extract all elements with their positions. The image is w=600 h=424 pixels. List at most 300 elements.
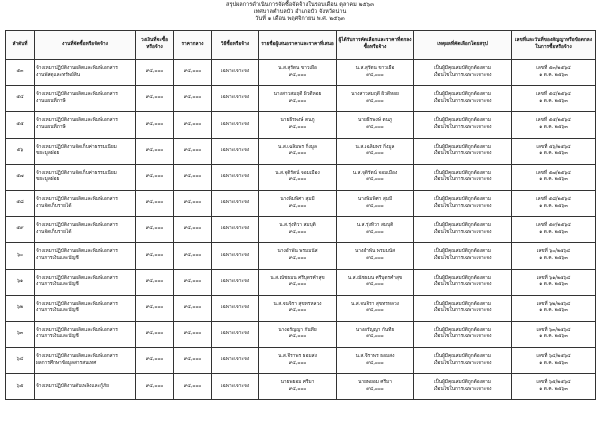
winner-cell-text: น.ส.ณัชธมน ศรีบุตรคำสุข bbox=[347, 275, 403, 281]
method-cell bbox=[212, 138, 259, 164]
item-description-text: งานพัสดุและทรัพย์สิน bbox=[36, 72, 81, 78]
item-description-text: จ้างเหมาปฏิบัติงานผลิตและพิมพ์เอกสาร bbox=[36, 118, 118, 124]
contract-cell-text: เลขที่ ๕๗/๒๕๖๔ bbox=[536, 170, 571, 176]
reason-cell bbox=[414, 321, 512, 347]
median-price-cell bbox=[174, 321, 212, 347]
reason-cell bbox=[414, 60, 512, 86]
item-description bbox=[35, 217, 136, 243]
item-description-text: จ้างเหมาปฏิบัติงานผลิตและพิมพ์เอกสาร bbox=[36, 327, 118, 333]
winner-cell-text: ๙๔,๐๐๐ bbox=[366, 177, 384, 183]
contract-cell-text: ๑ ต.ค. ๒๕๖๓ bbox=[539, 386, 568, 392]
reason-cell-text: เงื่อนไขในการเฉพาะเจาะจง bbox=[433, 98, 492, 104]
bidder-cell-text: น.ส.จุติรัตน์ จอมเมือง bbox=[275, 170, 320, 176]
row-number-text: ๕๙ bbox=[16, 226, 24, 232]
budget-cell-text: ๙๔,๐๐๐ bbox=[145, 278, 164, 284]
bidder-cell-text: นางสาวสมฤดี ผิวดีหอย bbox=[273, 92, 322, 98]
header-item: งานที่จัดซื้อหรือจัดจ้าง bbox=[35, 31, 136, 60]
row-number bbox=[6, 243, 35, 269]
median-price-cell bbox=[174, 269, 212, 295]
item-description-text: จ้างเหมาปฏิบัติงานผลิตและพิมพ์เอกสาร bbox=[36, 92, 118, 98]
contract-cell-text: ๑ ต.ค. ๒๕๖๓ bbox=[539, 334, 568, 340]
row-number bbox=[6, 348, 35, 374]
reason-cell-text: เงื่อนไขในการเฉพาะเจาะจง bbox=[433, 177, 492, 183]
budget-cell-text: ๙๔,๐๐๐ bbox=[145, 331, 164, 337]
bidder-cell-text: ๙๔,๐๐๐ bbox=[288, 124, 307, 130]
winner-cell-text: ๙๔,๐๐๐ bbox=[366, 203, 384, 209]
method-cell-text: เฉพาะเจาะจง bbox=[220, 304, 250, 310]
budget-cell bbox=[136, 164, 174, 190]
contract-cell-text: ๑ ต.ค. ๒๕๖๓ bbox=[539, 360, 568, 366]
median-price-cell bbox=[174, 295, 212, 321]
winner-cell bbox=[337, 138, 414, 164]
bidder-cell bbox=[259, 295, 337, 321]
method-cell-text: เฉพาะเจาะจง bbox=[220, 357, 250, 363]
bidder-cell-text: ๙๔,๐๐๐ bbox=[288, 151, 307, 157]
winner-cell-text: ๙๔,๐๐๐ bbox=[366, 98, 384, 104]
item-description bbox=[35, 243, 136, 269]
header-reason: เหตุผลที่คัดเลือกโดยสรุป bbox=[414, 31, 512, 60]
median-price-cell-text: ๙๔,๐๐๐ bbox=[183, 357, 202, 363]
winner-cell-text: ๙๔,๐๐๐ bbox=[366, 386, 384, 392]
item-description-text: จ้างเหมาปฏิบัติงานผลิตและพิมพ์เอกสาร bbox=[36, 66, 118, 71]
contract-cell-text: เลขที่ ๖๒/๒๕๖๔ bbox=[536, 301, 571, 307]
row-number-text: ๖๓ bbox=[16, 331, 24, 337]
contract-cell bbox=[512, 217, 596, 243]
item-description bbox=[35, 138, 136, 164]
reason-cell-text: เงื่อนไขในการเฉพาะเจาะจง bbox=[433, 360, 492, 366]
reason-cell bbox=[414, 295, 512, 321]
item-description-text: ขยะมูลฝอย bbox=[36, 151, 60, 157]
bidder-cell bbox=[259, 217, 337, 243]
reason-cell-text: เป็นผู้มีคุณสมบัติถูกต้องตาม bbox=[434, 301, 491, 307]
header-bidders: รายชื่อผู้เสนอราคาและราคาที่เสนอ bbox=[259, 31, 337, 60]
method-cell-text: เฉพาะเจาะจง bbox=[220, 121, 250, 127]
winner-cell-text: ๙๔,๐๐๐ bbox=[366, 72, 384, 78]
bidder-cell bbox=[259, 374, 337, 400]
table-row bbox=[6, 269, 596, 295]
bidder-cell bbox=[259, 321, 337, 347]
winner-cell-text: น.ส.สุรัตน ขาวเผือ bbox=[355, 66, 395, 71]
reason-cell bbox=[414, 190, 512, 216]
budget-cell-text: ๙๔,๐๐๐ bbox=[145, 304, 164, 310]
contract-cell-text: ๑ ต.ค. ๒๕๖๓ bbox=[539, 151, 568, 157]
bidder-cell-text: นายธีรพงษ์ ตนภู bbox=[280, 118, 315, 124]
contract-cell-text: เลขที่ ๕๘/๒๕๖๔ bbox=[536, 196, 571, 202]
contract-cell-text: ๑ ต.ค. ๒๕๖๓ bbox=[539, 229, 568, 235]
contract-cell bbox=[512, 269, 596, 295]
winner-cell-text: น.ส.จุติรัตน์ จอมเมือง bbox=[352, 170, 398, 176]
contract-cell bbox=[512, 321, 596, 347]
contract-cell-text: เลขที่ ๖๑/๒๕๖๔ bbox=[536, 275, 571, 281]
bidder-cell-text: ๙๔,๐๐๐ bbox=[288, 98, 307, 104]
reason-cell-text: เป็นผู้มีคุณสมบัติถูกต้องตาม bbox=[434, 92, 491, 98]
budget-cell-text: ๙๔,๐๐๐ bbox=[145, 69, 164, 75]
median-price-cell bbox=[174, 190, 212, 216]
contract-cell-text: ๑ ต.ค. ๒๕๖๓ bbox=[539, 255, 568, 261]
median-price-cell bbox=[174, 243, 212, 269]
method-cell-text: เฉพาะเจาะจง bbox=[220, 95, 250, 101]
bidder-cell-text: ๙๔,๐๐๐ bbox=[288, 386, 307, 392]
table-row bbox=[6, 217, 596, 243]
item-description bbox=[35, 348, 136, 374]
item-description-text: จ้างเหมาปฏิบัติงานผลิตและพิมพ์เอกสาร bbox=[36, 249, 118, 255]
item-description-text: จ้างเหมาปฏิบัติงานจัดเก็บค่าธรรมเนียม bbox=[36, 170, 117, 176]
method-cell bbox=[212, 190, 259, 216]
bidder-cell-text: น.ส.จีราพร ธอมสง bbox=[278, 354, 317, 360]
contract-cell bbox=[512, 295, 596, 321]
reason-cell-text: เงื่อนไขในการเฉพาะเจาะจง bbox=[433, 229, 492, 235]
contract-cell bbox=[512, 348, 596, 374]
bidder-cell bbox=[259, 138, 337, 164]
winner-cell-text: นางสาวสมฤดี ผิวดีหอย bbox=[351, 92, 399, 98]
header-method: วิธีซื้อหรือจ้าง bbox=[212, 31, 259, 60]
row-number-text: ๖๕ bbox=[16, 383, 24, 389]
budget-cell bbox=[136, 138, 174, 164]
median-price-cell-text: ๙๔,๐๐๐ bbox=[183, 304, 202, 310]
winner-cell-text: ๙๔,๐๐๐ bbox=[366, 124, 384, 130]
item-description bbox=[35, 164, 136, 190]
budget-cell-text: ๙๔,๐๐๐ bbox=[145, 252, 164, 258]
budget-cell-text: ๙๔,๐๐๐ bbox=[145, 200, 164, 206]
item-description-text: จ้างเหมาปฏิบัติงานจัดเก็บค่าธรรมเนียม bbox=[36, 144, 117, 150]
bidder-cell bbox=[259, 190, 337, 216]
reason-cell-text: เงื่อนไขในการเฉพาะเจาะจง bbox=[433, 334, 492, 340]
contract-cell bbox=[512, 60, 596, 86]
budget-cell-text: ๙๔,๐๐๐ bbox=[145, 121, 164, 127]
contract-cell-text: เลขที่ ๖๔/๒๕๖๔ bbox=[536, 354, 571, 360]
budget-cell-text: ๙๔,๐๐๐ bbox=[145, 95, 164, 101]
row-number bbox=[6, 86, 35, 112]
winner-cell-text: นางพิมพิศา สุมมี bbox=[357, 196, 393, 202]
bidder-cell bbox=[259, 348, 337, 374]
row-number-text: ๕๗ bbox=[16, 174, 24, 180]
winner-cell-text: ๙๔,๐๐๐ bbox=[366, 255, 384, 261]
reason-cell-text: เงื่อนไขในการเฉพาะเจาะจง bbox=[433, 72, 492, 78]
median-price-cell-text: ๙๔,๐๐๐ bbox=[183, 69, 202, 75]
budget-cell-text: ๙๔,๐๐๐ bbox=[145, 174, 164, 180]
method-cell-text: เฉพาะเจาะจง bbox=[220, 252, 250, 258]
bidder-cell-text: ๙๔,๐๐๐ bbox=[288, 203, 307, 209]
reason-cell bbox=[414, 86, 512, 112]
median-price-cell bbox=[174, 217, 212, 243]
row-number bbox=[6, 217, 35, 243]
item-description bbox=[35, 321, 136, 347]
reason-cell-text: เงื่อนไขในการเฉพาะเจาะจง bbox=[433, 255, 492, 261]
winner-cell bbox=[337, 321, 414, 347]
winner-cell-text: ๙๔,๐๐๐ bbox=[366, 308, 384, 314]
item-description bbox=[35, 190, 136, 216]
item-description-text: งานจัดเก็บรายได้ bbox=[36, 229, 72, 235]
reason-cell bbox=[414, 243, 512, 269]
table-row bbox=[6, 243, 596, 269]
winner-cell bbox=[337, 190, 414, 216]
budget-cell-text: ๙๔,๐๐๐ bbox=[145, 357, 164, 363]
table-row bbox=[6, 190, 596, 216]
budget-cell bbox=[136, 321, 174, 347]
contract-cell-text: เลขที่ ๕๕/๒๕๖๔ bbox=[536, 118, 571, 124]
table-row bbox=[6, 295, 596, 321]
winner-cell bbox=[337, 269, 414, 295]
row-number bbox=[6, 112, 35, 138]
reason-cell-text: เงื่อนไขในการเฉพาะเจาะจง bbox=[433, 151, 492, 157]
row-number-text: ๕๘ bbox=[16, 200, 24, 206]
budget-cell-text: ๙๔,๐๐๐ bbox=[145, 147, 164, 153]
procurement-table bbox=[5, 30, 596, 400]
budget-cell bbox=[136, 190, 174, 216]
row-number bbox=[6, 190, 35, 216]
reason-cell bbox=[414, 164, 512, 190]
row-number bbox=[6, 295, 35, 321]
reason-cell-text: เป็นผู้มีคุณสมบัติถูกต้องตาม bbox=[434, 144, 491, 150]
row-number bbox=[6, 374, 35, 400]
reason-cell-text: เงื่อนไขในการเฉพาะเจาะจง bbox=[433, 124, 492, 130]
table-row bbox=[6, 374, 596, 400]
winner-cell bbox=[337, 295, 414, 321]
method-cell bbox=[212, 269, 259, 295]
budget-cell bbox=[136, 60, 174, 86]
winner-cell-text: ๙๔,๐๐๐ bbox=[366, 282, 384, 288]
table-row bbox=[6, 138, 596, 164]
method-cell bbox=[212, 243, 259, 269]
contract-cell bbox=[512, 138, 596, 164]
item-description-text: งานการเงินและบัญชี bbox=[36, 334, 79, 340]
reason-cell-text: เป็นผู้มีคุณสมบัติถูกต้องตาม bbox=[434, 170, 491, 176]
winner-cell-text: นางอรัญญา กันทีย bbox=[355, 327, 395, 333]
bidder-cell-text: น.ส.ณัชธมน ศรีบุตรคำสุข bbox=[270, 275, 325, 281]
reason-cell-text: เงื่อนไขในการเฉพาะเจาะจง bbox=[433, 308, 492, 314]
item-description bbox=[35, 112, 136, 138]
reason-cell bbox=[414, 374, 512, 400]
budget-cell bbox=[136, 348, 174, 374]
method-cell-text: เฉพาะเจาะจง bbox=[220, 331, 250, 337]
reason-cell-text: เป็นผู้มีคุณสมบัติถูกต้องตาม bbox=[434, 354, 491, 360]
contract-cell-text: เลขที่ ๖๓/๒๕๖๔ bbox=[536, 327, 571, 333]
median-price-cell-text: ๙๔,๐๐๐ bbox=[183, 252, 202, 258]
method-cell-text: เฉพาะเจาะจง bbox=[220, 69, 250, 75]
median-price-cell-text: ๙๔,๐๐๐ bbox=[183, 95, 202, 101]
item-description-text: งานการเงินและบัญชี bbox=[36, 282, 79, 288]
method-cell bbox=[212, 217, 259, 243]
method-cell bbox=[212, 374, 259, 400]
table-row bbox=[6, 86, 596, 112]
median-price-cell-text: ๙๔,๐๐๐ bbox=[183, 331, 202, 337]
reason-cell bbox=[414, 348, 512, 374]
header-median-price: ราคากลาง bbox=[174, 31, 212, 60]
median-price-cell bbox=[174, 60, 212, 86]
contract-cell-text: ๑ ต.ค. ๒๕๖๓ bbox=[539, 124, 568, 130]
contract-cell-text: เลขที่ ๖๐/๒๕๖๔ bbox=[536, 249, 571, 255]
header-budget: วงเงินที่จะซื้อหรือจ้าง bbox=[136, 31, 174, 60]
median-price-cell bbox=[174, 138, 212, 164]
winner-cell-text: น.ส.รุ่งทิวา สมบุติ bbox=[356, 223, 394, 229]
contract-cell-text: ๑ ต.ค. ๒๕๖๓ bbox=[539, 308, 568, 314]
table-header-row bbox=[6, 31, 596, 60]
median-price-cell-text: ๙๔,๐๐๐ bbox=[183, 226, 202, 232]
bidder-cell-text: ๙๔,๐๐๐ bbox=[288, 177, 307, 183]
item-description bbox=[35, 269, 136, 295]
reason-cell bbox=[414, 138, 512, 164]
reason-cell-text: เงื่อนไขในการเฉพาะเจาะจง bbox=[433, 282, 492, 288]
bidder-cell-text: นางอรัญญา กันทีย bbox=[278, 327, 317, 333]
budget-cell-text: ๙๔,๐๐๐ bbox=[145, 226, 164, 232]
method-cell bbox=[212, 321, 259, 347]
reason-cell-text: เงื่อนไขในการเฉพาะเจาะจง bbox=[433, 386, 492, 392]
item-description-text: จ้างเหมาปฏิบัติงานผลิตและพิมพ์เอกสาร bbox=[36, 196, 118, 202]
contract-cell-text: ๑ ต.ค. ๒๕๖๓ bbox=[539, 282, 568, 288]
contract-cell bbox=[512, 164, 596, 190]
contract-cell bbox=[512, 374, 596, 400]
table-row bbox=[6, 164, 596, 190]
item-description bbox=[35, 60, 136, 86]
reason-cell-text: เงื่อนไขในการเฉพาะเจาะจง bbox=[433, 203, 492, 209]
contract-cell-text: เลขที่ ๕๓/๒๕๖๔ bbox=[536, 66, 571, 71]
bidder-cell bbox=[259, 86, 337, 112]
bidder-cell-text: นางอำพัน พรมมนัส bbox=[277, 249, 318, 255]
method-cell-text: เฉพาะเจาะจง bbox=[220, 147, 250, 153]
reason-cell-text: เป็นผู้มีคุณสมบัติถูกต้องตาม bbox=[434, 118, 491, 124]
winner-cell-text: ๙๔,๐๐๐ bbox=[366, 334, 384, 340]
row-number-text: ๖๒ bbox=[16, 304, 24, 310]
median-price-cell bbox=[174, 86, 212, 112]
item-description-text: จ้างเหมาปฏิบัติงานผลิตและพิมพ์เอกสาร bbox=[36, 354, 118, 360]
method-cell-text: เฉพาะเจาะจง bbox=[220, 174, 250, 180]
row-number-text: ๕๓ bbox=[16, 69, 24, 75]
winner-cell-text: นางอำพัน พรมมนัส bbox=[354, 249, 396, 255]
item-description-text: จ้างเหมาปฏิบัติงานผลิตและพิมพ์เอกสาร bbox=[36, 301, 118, 307]
document-header bbox=[0, 0, 600, 24]
median-price-cell-text: ๙๔,๐๐๐ bbox=[183, 147, 202, 153]
row-number-text: ๖๑ bbox=[16, 278, 24, 284]
bidder-cell-text: ๙๔,๐๐๐ bbox=[288, 229, 307, 235]
bidder-cell-text: น.ส.เฉลิมพร กิ่งมูล bbox=[278, 144, 317, 150]
reason-cell-text: เป็นผู้มีคุณสมบัติถูกต้องตาม bbox=[434, 249, 491, 255]
contract-cell bbox=[512, 190, 596, 216]
median-price-cell bbox=[174, 374, 212, 400]
item-description-text: งานแผนที่ภาษี bbox=[36, 98, 66, 104]
budget-cell bbox=[136, 112, 174, 138]
bidder-cell bbox=[259, 269, 337, 295]
item-description-text: จ้างเหมาปฏิบัติงานดับเพลิงและกู้ภัย bbox=[36, 383, 109, 389]
method-cell bbox=[212, 164, 259, 190]
median-price-cell bbox=[174, 348, 212, 374]
method-cell bbox=[212, 348, 259, 374]
winner-cell-text: นายพยอม ศรีมา bbox=[358, 380, 392, 386]
method-cell-text: เฉพาะเจาะจง bbox=[220, 200, 250, 206]
reason-cell bbox=[414, 112, 512, 138]
header-winner: ผู้ได้รับการคัดเลือกและราคาที่ตกลงซื้อหรือจ้าง bbox=[337, 31, 414, 60]
item-description-text: ผลการศึกษาข้อมูลสารสนเทศ bbox=[36, 360, 97, 366]
bidder-cell-text: นางพิมพิศา สุมมี bbox=[280, 196, 315, 202]
bidder-cell-text: ๙๔,๐๐๐ bbox=[288, 308, 307, 314]
bidder-cell-text: น.ส.จนจิรา สุขทรหลวง bbox=[273, 301, 322, 307]
winner-cell bbox=[337, 348, 414, 374]
contract-cell bbox=[512, 86, 596, 112]
winner-cell-text: ๙๔,๐๐๐ bbox=[366, 229, 384, 235]
table-row bbox=[6, 321, 596, 347]
contract-cell-text: ๑ ต.ค. ๒๕๖๓ bbox=[539, 203, 568, 209]
reason-cell-text: เป็นผู้มีคุณสมบัติถูกต้องตาม bbox=[434, 327, 491, 333]
item-description-text: ขยะมูลฝอย bbox=[36, 177, 60, 183]
contract-cell bbox=[512, 243, 596, 269]
budget-cell-text: ๙๔,๐๐๐ bbox=[145, 383, 164, 389]
winner-cell bbox=[337, 112, 414, 138]
winner-cell bbox=[337, 217, 414, 243]
item-description-text: งานจัดเก็บรายได้ bbox=[36, 203, 72, 209]
budget-cell bbox=[136, 243, 174, 269]
bidder-cell-text: น.ส.รุ่งทิวา สมบุติ bbox=[279, 223, 316, 229]
bidder-cell bbox=[259, 164, 337, 190]
method-cell bbox=[212, 112, 259, 138]
row-number bbox=[6, 321, 35, 347]
budget-cell bbox=[136, 295, 174, 321]
method-cell-text: เฉพาะเจาะจง bbox=[220, 226, 250, 232]
item-description-text: งานการเงินและบัญชี bbox=[36, 255, 79, 261]
item-description bbox=[35, 295, 136, 321]
budget-cell bbox=[136, 86, 174, 112]
winner-cell bbox=[337, 60, 414, 86]
contract-cell-text: ๑ ต.ค. ๒๕๖๓ bbox=[539, 72, 568, 78]
budget-cell bbox=[136, 269, 174, 295]
table-row bbox=[6, 348, 596, 374]
median-price-cell bbox=[174, 164, 212, 190]
row-number-text: ๕๔ bbox=[16, 95, 24, 101]
winner-cell-text: ๙๔,๐๐๐ bbox=[366, 360, 384, 366]
bidder-cell-text: ๙๔,๐๐๐ bbox=[288, 255, 307, 261]
median-price-cell bbox=[174, 112, 212, 138]
row-number bbox=[6, 269, 35, 295]
reason-cell-text: เป็นผู้มีคุณสมบัติถูกต้องตาม bbox=[434, 196, 491, 202]
header-contract: เลขที่และวันที่ของสัญญาหรือข้อตกลงในการซื้อหรือจ้าง bbox=[512, 31, 596, 60]
document-date: วันที่ ๑ เดือน พฤศจิกายน พ.ศ. ๒๕๖๓ bbox=[255, 16, 345, 23]
bidder-cell-text: นายพยอม ศรีมา bbox=[280, 380, 315, 386]
item-description-text: จ้างเหมาปฏิบัติงานผลิตและพิมพ์เอกสาร bbox=[36, 223, 118, 229]
winner-cell bbox=[337, 243, 414, 269]
row-number-text: ๖๔ bbox=[16, 357, 24, 363]
method-cell bbox=[212, 86, 259, 112]
median-price-cell-text: ๙๔,๐๐๐ bbox=[183, 121, 202, 127]
contract-cell-text: ๑ ต.ค. ๒๕๖๓ bbox=[539, 98, 568, 104]
bidder-cell-text: ๙๔,๐๐๐ bbox=[288, 282, 307, 288]
winner-cell-text: น.ส.จนจิรา สุขทรหลวง bbox=[350, 301, 400, 307]
median-price-cell-text: ๙๔,๐๐๐ bbox=[183, 383, 202, 389]
row-number bbox=[6, 164, 35, 190]
contract-cell-text: ๑ ต.ค. ๒๕๖๓ bbox=[539, 177, 568, 183]
reason-cell-text: เป็นผู้มีคุณสมบัติถูกต้องตาม bbox=[434, 223, 491, 229]
median-price-cell-text: ๙๔,๐๐๐ bbox=[183, 200, 202, 206]
item-description-text: จ้างเหมาปฏิบัติงานผลิตและพิมพ์เอกสาร bbox=[36, 275, 118, 281]
winner-cell bbox=[337, 86, 414, 112]
bidder-cell bbox=[259, 112, 337, 138]
method-cell-text: เฉพาะเจาะจง bbox=[220, 383, 250, 389]
item-description-text: งานแผนที่ภาษี bbox=[36, 124, 66, 130]
table-row bbox=[6, 60, 596, 86]
median-price-cell-text: ๙๔,๐๐๐ bbox=[183, 278, 202, 284]
row-number bbox=[6, 60, 35, 86]
item-description bbox=[35, 374, 136, 400]
row-number bbox=[6, 138, 35, 164]
bidder-cell bbox=[259, 243, 337, 269]
reason-cell-text: เป็นผู้มีคุณสมบัติถูกต้องตาม bbox=[434, 275, 491, 281]
reason-cell-text: เป็นผู้มีคุณสมบัติถูกต้องตาม bbox=[434, 66, 491, 71]
winner-cell-text: ๙๔,๐๐๐ bbox=[366, 151, 384, 157]
item-description-text: งานการเงินและบัญชี bbox=[36, 308, 79, 314]
winner-cell bbox=[337, 374, 414, 400]
header-no: ลำดับที่ bbox=[6, 31, 35, 60]
contract-cell-text: เลขที่ ๕๙/๒๕๖๔ bbox=[536, 223, 571, 229]
contract-cell-text: เลขที่ ๕๔/๒๕๖๔ bbox=[536, 92, 571, 98]
reason-cell-text: เป็นผู้มีคุณสมบัติถูกต้องตาม bbox=[434, 380, 491, 386]
winner-cell-text: น.ส.เฉลิมพร กิ่งมูล bbox=[355, 144, 395, 150]
